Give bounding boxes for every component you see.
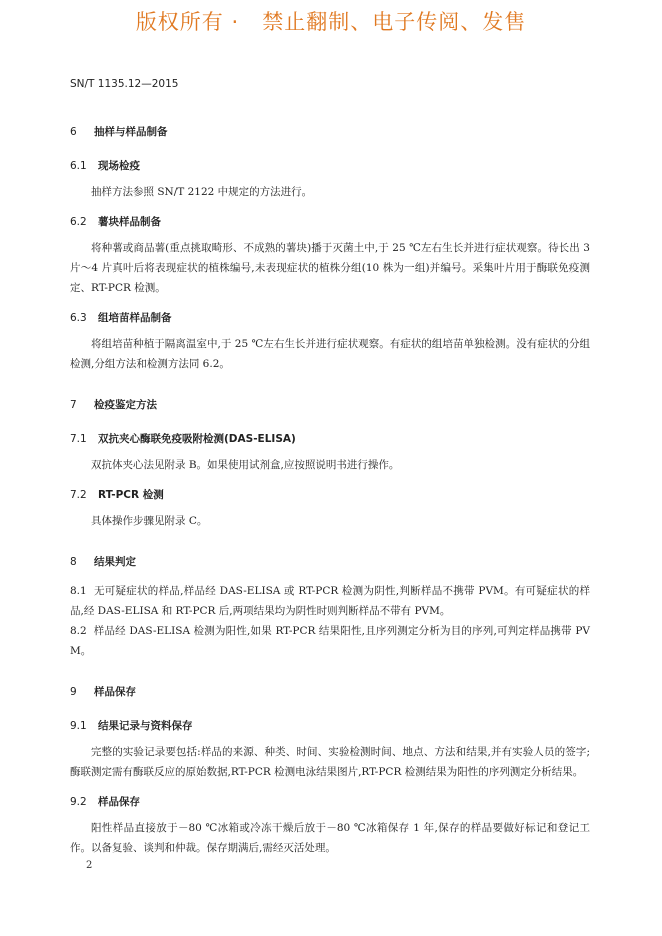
section-number: 9: [70, 686, 77, 698]
section-title: 现场检疫: [98, 160, 140, 172]
section-6-3-text: 将组培苗种植于隔离温室中,于 25 ℃左右生长并进行症状观察。有症状的组培苗单独检测。没有症状的分组检测,分组方法和检测方法同 6.2。: [70, 338, 590, 370]
section-8-heading: [70, 554, 590, 569]
section-title: 薯块样品制备: [98, 216, 161, 228]
section-7-2-text: 具体操作步骤见附录 C。: [91, 515, 208, 527]
clause-number: 8.2: [70, 625, 87, 637]
section-title: 结果判定: [94, 556, 136, 568]
section-number: 6.2: [70, 216, 87, 228]
section-title: 样品保存: [94, 686, 136, 698]
clause-8-2: [70, 621, 590, 661]
document-body: [70, 124, 590, 858]
clause-text: 无可疑症状的样品,样品经 DAS-ELISA 或 RT-PCR 检测为阴性,判断样品不携带 PVM。有可疑症状的样品,经 DAS-ELISA 和 RT-PCR 后,两项结果均为阴性时则判断样品不带有 PVM。: [70, 585, 590, 617]
section-9-1-heading: [70, 718, 590, 733]
section-6-2-heading: [70, 214, 590, 229]
section-7-2-heading: [70, 487, 590, 502]
section-6-heading: [70, 124, 590, 139]
section-title: 样品保存: [98, 796, 140, 808]
section-number: 7: [70, 399, 77, 411]
section-6-3-heading: [70, 310, 590, 325]
section-9-1-text: 完整的实验记录要包括:样品的来源、种类、时间、实验检测时间、地点、方法和结果,并有实验人员的签字;酶联测定需有酶联反应的原始数据,RT-PCR 检测电泳结果图片,RT-PCR 检测结果为阳性的序列测定分析结果。: [70, 746, 590, 778]
clause-number: 8.1: [70, 585, 87, 597]
page-number: 2: [86, 860, 93, 871]
section-6-2-text: 将种薯或商品薯(重点挑取畸形、不成熟的薯块)播于灭菌土中,于 25 ℃左右生长并进行症状观察。待长出 3 片～4 片真叶后将表现症状的植株编号,未表现症状的植株分组(10 株为一组)并编号。采集叶片用于酶联免疫测定、RT-PCR 检测。: [70, 242, 590, 294]
section-number: 7.2: [70, 489, 87, 501]
copyright-watermark: 版权所有 · 禁止翻制、电子传阅、发售: [135, 10, 527, 34]
section-title: 抽样与样品制备: [94, 126, 168, 138]
clause-8-1: [70, 581, 590, 621]
section-title: 结果记录与资料保存: [98, 720, 193, 732]
section-number: 9.1: [70, 720, 87, 732]
section-number: 6: [70, 126, 77, 138]
clause-text: 样品经 DAS-ELISA 检测为阳性,如果 RT-PCR 结果阳性,且序列测定分析为目的序列,可判定样品携带 PVM。: [70, 625, 590, 657]
document-code: SN/T 1135.12—2015: [70, 78, 179, 90]
section-7-heading: [70, 397, 590, 412]
section-9-2-heading: [70, 794, 590, 809]
section-7-1-text: 双抗体夹心法见附录 B。如果使用试剂盒,应按照说明书进行操作。: [91, 459, 400, 471]
section-9-heading: [70, 684, 590, 699]
section-number: 6.3: [70, 312, 87, 324]
section-number: 6.1: [70, 160, 87, 172]
section-9-2-text: 阳性样品直接放于－80 ℃冰箱或冷冻干燥后放于－80 ℃冰箱保存 1 年,保存的样品要做好标记和登记工作。以备复验、谈判和仲裁。保存期满后,需经灭活处理。: [70, 822, 590, 854]
section-title: 双抗夹心酶联免疫吸附检测(DAS-ELISA): [98, 433, 296, 445]
section-title: 检疫鉴定方法: [94, 399, 157, 411]
section-number: 7.1: [70, 433, 87, 445]
section-number: 9.2: [70, 796, 87, 808]
section-6-1-text: 抽样方法参照 SN/T 2122 中规定的方法进行。: [91, 186, 313, 198]
section-title: RT-PCR 检测: [98, 489, 164, 501]
section-6-1-heading: [70, 158, 590, 173]
section-title: 组培苗样品制备: [98, 312, 172, 324]
section-7-1-heading: [70, 431, 590, 446]
section-number: 8: [70, 556, 77, 568]
